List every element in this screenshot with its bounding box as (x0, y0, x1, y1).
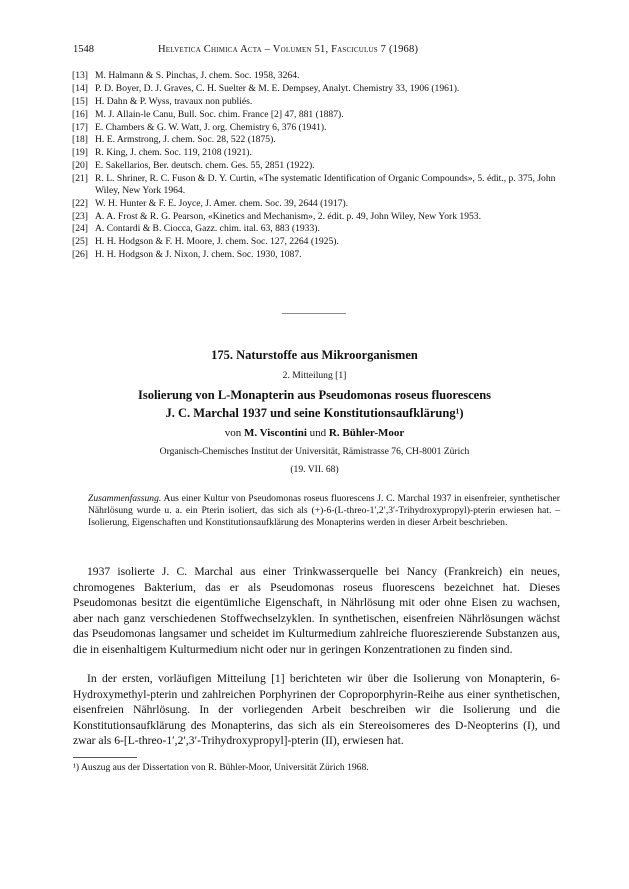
reference-text: W. H. Hunter & F. E. Joyce, J. Amer. chem. Soc. 39, 2644 (1917). (95, 197, 349, 209)
reference-item (72, 211, 560, 223)
article-series: 2. Mitteilung [1] (282, 370, 347, 381)
article-number-title: 175. Naturstoffe aus Mikroorganismen (211, 348, 418, 362)
reference-number: [18] (72, 134, 88, 146)
reference-item (72, 223, 560, 235)
reference-text: M. Halmann & S. Pinchas, J. chem. Soc. 1958, 3264. (95, 70, 300, 81)
authors-prefix: von (224, 427, 242, 439)
received-date: (19. VII. 68) (290, 464, 339, 475)
reference-number: [13] (72, 70, 88, 81)
reference-text: H. Dahn & P. Wyss, travaux non publiés. (95, 95, 253, 107)
reference-item (72, 173, 560, 196)
reference-item (72, 198, 560, 210)
reference-number: [20] (72, 160, 88, 172)
abstract (88, 493, 560, 529)
reference-number: [26] (72, 249, 88, 261)
reference-item (72, 96, 560, 108)
reference-number: [16] (72, 108, 88, 120)
reference-item (72, 236, 560, 248)
reference-number: [21] (72, 173, 88, 185)
section-divider (282, 313, 346, 314)
abstract-label: Zusammenfassung. (88, 493, 162, 504)
reference-item (72, 83, 560, 95)
institute: Organisch-Chemisches Institut der Universität, Rämistrasse 76, CH-8001 Zürich (159, 446, 470, 457)
authors-and: und (309, 427, 327, 439)
reference-text: R. King, J. chem. Soc. 119, 2108 (1921). (95, 147, 252, 159)
reference-text: R. L. Shriner, R. C. Fuson & D. Y. Curtin, «The systematic Identification of Organic Compounds», 5. édit., p. 375, John Wiley, New York 1964. (95, 173, 556, 196)
reference-item (72, 134, 560, 146)
article-title-line-2: J. C. Marchal 1937 und seine Konstitutionsaufklärung¹) (165, 406, 464, 420)
reference-number: [22] (72, 197, 88, 209)
reference-text: E. Chambers & G. W. Watt, J. org. Chemistry 6, 376 (1941). (95, 121, 327, 133)
reference-list (72, 70, 560, 262)
reference-text: A. A. Frost & R. G. Pearson, «Kinetics and Mechanism», 2. édit. p. 49, John Wiley, New York 1953. (95, 210, 482, 222)
body-paragraph-1: 1937 isolierte J. C. Marchal aus einer Trinkwasserquelle bei Nancy (Frankreich) ein neues, chromogenes Bakterium, das er als Pseudomonas roseus fluorescens bezeichnet hat. Dieses Pseudomonas besitzt die eigentümliche Eigenschaft, in Nährlösung mit oder ohne Eisen zu wachsen, aber nach ganz verschiedenen Stoffwechselzyklen. In synthetischen, eisenfreien Nährlösungen wächst das Pseudomonas langsamer und scheidet im Kulturmedium zahlreiche fluoreszierende Substanzen aus, die in eisenhaltigem Kulturmedium nicht oder nur in geringen Konzentrationen zu finden sind. (73, 565, 560, 656)
author-1: M. Viscontini (243, 427, 307, 439)
reference-text: H. E. Armstrong, J. chem. Soc. 28, 522 (1875). (95, 134, 276, 146)
article-title-line-1: Isolierung von L-Monapterin aus Pseudomonas roseus fluorescens (137, 388, 492, 402)
author-line (0, 427, 629, 439)
reference-item (72, 147, 560, 159)
author-2: R. Bühler-Moor (328, 427, 405, 439)
reference-number: [25] (72, 236, 88, 248)
page-number: 1548 (73, 44, 94, 55)
reference-number: [23] (72, 210, 88, 222)
reference-text: E. Sakellarios, Ber. deutsch. chem. Ges. 55, 2851 (1922). (95, 160, 315, 172)
reference-item (72, 160, 560, 172)
abstract-text: Aus einer Kultur von Pseudomonas roseus fluorescens J. C. Marchal 1937 in eisenfreier, synthetischer Nährlösung wurde u. a. ein Pterin isoliert, das sich als (+)-6-(L-threo-1′,2′,3′-Trihydroxypropyl)-pterin erwiesen hat. – Isolierung, Eigenschaften und Konstitutionsaufklärung des Monapterins werden in dieser Arbeit beschrieben. (88, 493, 560, 528)
reference-text: A. Contardi & B. Ciocca, Gazz. chim. ital. 63, 883 (1933). (95, 223, 320, 235)
reference-text: M. J. Allain-le Canu, Bull. Soc. chim. France [2] 47, 881 (1887). (95, 108, 344, 120)
reference-number: [24] (72, 223, 88, 235)
reference-item (72, 122, 560, 134)
reference-text: H. H. Hodgson & F. H. Moore, J. chem. Soc. 127, 2264 (1925). (95, 236, 339, 248)
footnote: ¹) Auszug aus der Dissertation von R. Bühler-Moor, Universität Zürich 1968. (73, 762, 369, 773)
reference-number: [14] (72, 82, 88, 94)
body-paragraph-2: In der ersten, vorläufigen Mitteilung [1] berichteten wir über die Isolierung von Monapterin, 6-Hydroxymethyl-pterin und zahlreichen Porphyrinen der Coproporphyrin-Reihe aus einer synthetischen, eisenfreien Nährlösung. In der vorliegenden Arbeit beschreiben wir die Isolierung und die Konstitutionsaufklärung des Monapterins, das sich als ein Stereoisomeres des D-Neopterins (I), und zwar als 6-[L-threo-1′,2′,3′-Trihydroxypropyl]-pterin (II), erwiesen hat. (73, 672, 560, 747)
reference-text: P. D. Boyer, D. J. Graves, C. H. Suelter & M. E. Dempsey, Analyt. Chemistry 33, 1906 (1961). (95, 82, 460, 94)
footnote-divider (73, 757, 137, 758)
reference-item (72, 70, 560, 82)
reference-item (72, 249, 560, 261)
reference-item (72, 109, 560, 121)
reference-text: H. H. Hodgson & J. Nixon, J. chem. Soc. 1930, 1087. (95, 249, 302, 261)
reference-number: [17] (72, 121, 88, 133)
running-header (73, 44, 553, 58)
reference-number: [15] (72, 95, 88, 107)
journal-title: Helvetica Chimica Acta – Volumen 51, Fasciculus 7 (1968) (158, 44, 419, 55)
reference-number: [19] (72, 147, 88, 159)
